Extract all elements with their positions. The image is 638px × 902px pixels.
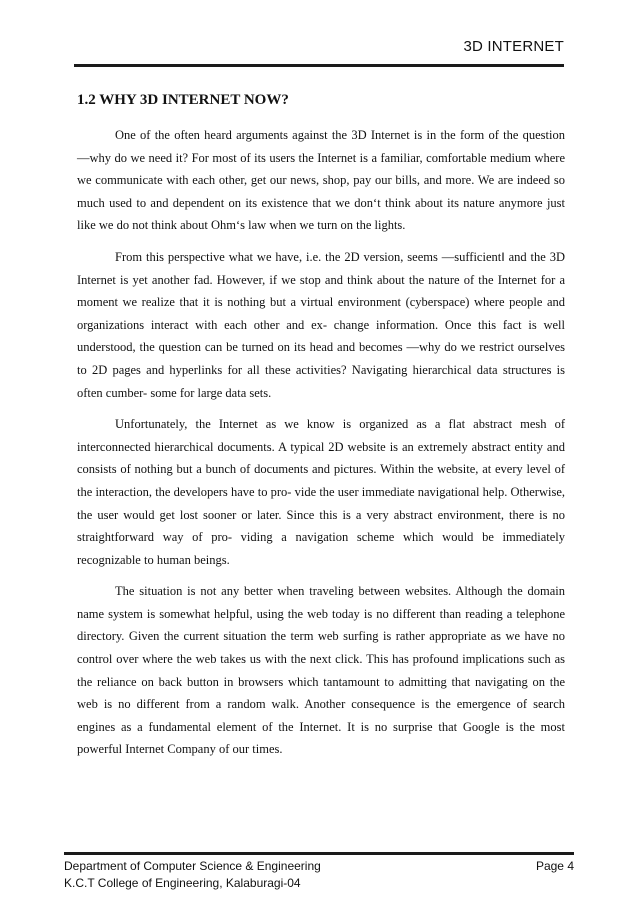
- footer-college: K.C.T College of Engineering, Kalaburagi-04: [64, 876, 301, 890]
- footer-rule: [64, 852, 574, 855]
- page-number: Page 4: [535, 859, 574, 873]
- body-text: [77, 124, 565, 770]
- running-header-title: 3D INTERNET: [463, 38, 564, 55]
- paragraph: The situation is not any better when traveling between websites. Although the domain name system is somewhat helpful, using the web today is no different than reading a telephone directory. Given the current situation the term web surfing is rather appropriate as we have no control over where the web takes us with the next click. This has profound implications such as the reliance on back button in browsers which tantamount to admitting that navigating on the web is no different from a random walk. Another consequence is the emergence of search engines as a fundamental element of the Internet. It is no surprise that Google is the most powerful Internet Company of our times.: [77, 584, 565, 757]
- footer-department: Department of Computer Science & Engineering: [64, 859, 321, 873]
- page-footer: [64, 858, 574, 892]
- paragraph: From this perspective what we have, i.e. the 2D version, seems ―sufficient‖ and the 3D Internet is yet another fad. However, if we stop and think about the nature of the Internet for a moment we realize that it is nothing but a virtual environment (cyberspace) where people and organizations interact with each other and ex- change information. Once this fact is well understood, the question can be turned on its head and becomes ―why do we restrict ourselves to 2D pages and hyperlinks for all these activities? Navigating hierarchical data structures is often cumber- some for large data sets.: [77, 249, 565, 400]
- header-rule: [74, 64, 564, 67]
- paragraph: Unfortunately, the Internet as we know is organized as a flat abstract mesh of interconnected hierarchical documents. A typical 2D website is an extremely abstract entity and consists of nothing but a bunch of documents and pictures. Within the website, at every level of the interaction, the developers have to pro- vide the user immediate navigational help. Otherwise, the user would get lost sooner or later. Since this is a very abstract environment, there is no straightforward way of pro- viding a navigation scheme which would be immediately recognizable to human beings.: [77, 417, 565, 567]
- paragraph: One of the often heard arguments against the 3D Internet is in the form of the question ―why do we need it? For most of its users the Internet is a familiar, comfortable medium where we communicate with each other, get our news, shop, pay our bills, and more. We are indeed so much used to and dependent on its existence that we don‘t think about its nature anymore just like we do not think about Ohm‘s law when we turn on the lights.: [77, 128, 565, 233]
- section-heading: 1.2 WHY 3D INTERNET NOW?: [77, 92, 289, 108]
